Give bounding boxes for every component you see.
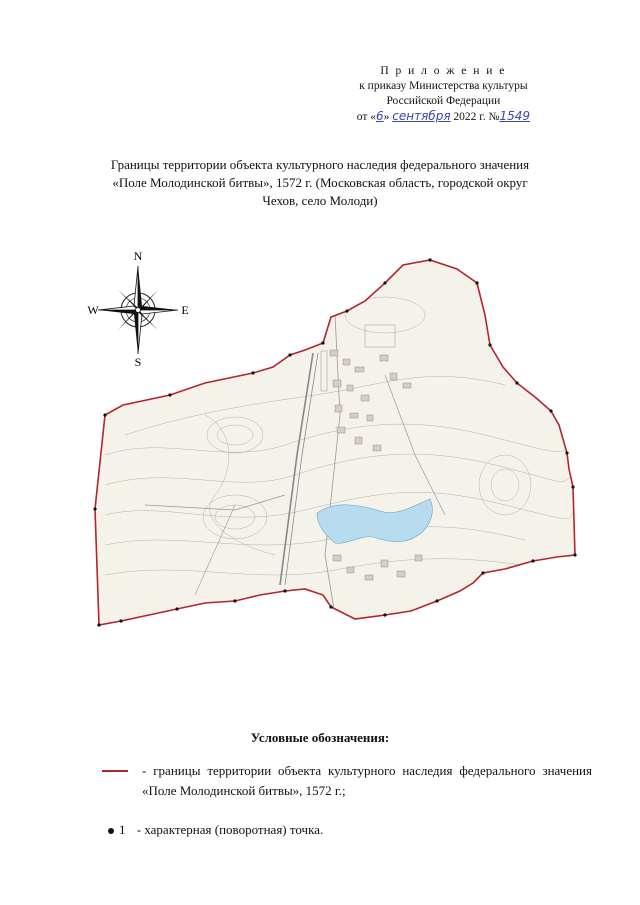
compass-e: E xyxy=(181,303,189,317)
date-day: 6 xyxy=(376,109,384,123)
territory-map xyxy=(85,255,585,645)
legend-point-number: 1 xyxy=(119,822,126,837)
appendix-date xyxy=(357,109,530,125)
title-line-1: Границы территории объекта культурного наследия федерального значения xyxy=(110,157,530,172)
appendix-block xyxy=(357,64,530,125)
appendix-order: к приказу Министерства культуры xyxy=(359,80,528,92)
map-canvas xyxy=(85,255,585,645)
document-title xyxy=(60,156,580,210)
compass-w: W xyxy=(87,303,99,317)
legend-point xyxy=(108,822,323,838)
date-prefix: от « xyxy=(356,111,376,123)
legend-point-text: - характерная (поворотная) точка. xyxy=(136,822,324,837)
appendix-heading: П р и л о ж е н и е xyxy=(380,65,507,77)
date-suffix: 2022 г. № xyxy=(453,111,500,123)
legend-boundary-text: - границы территории объекта культурного наследия федерального значения «Поле Молодинской битвы», 1572 г.; xyxy=(142,763,592,798)
point-dot-icon xyxy=(108,828,114,834)
title-line-3: Чехов, село Молоди) xyxy=(262,193,378,208)
appendix-federation: Российской Федерации xyxy=(386,95,501,107)
compass-s: S xyxy=(134,355,142,369)
title-line-2: «Поле Молодинской битвы», 1572 г. (Московская область, городской округ xyxy=(112,175,528,190)
date-mid: » xyxy=(383,111,390,123)
legend-title: Условные обозначения: xyxy=(250,730,390,745)
compass-n: N xyxy=(133,249,143,263)
date-month: сентября xyxy=(392,109,451,123)
boundary-line-swatch xyxy=(102,770,128,772)
order-number: 1549 xyxy=(499,109,530,123)
